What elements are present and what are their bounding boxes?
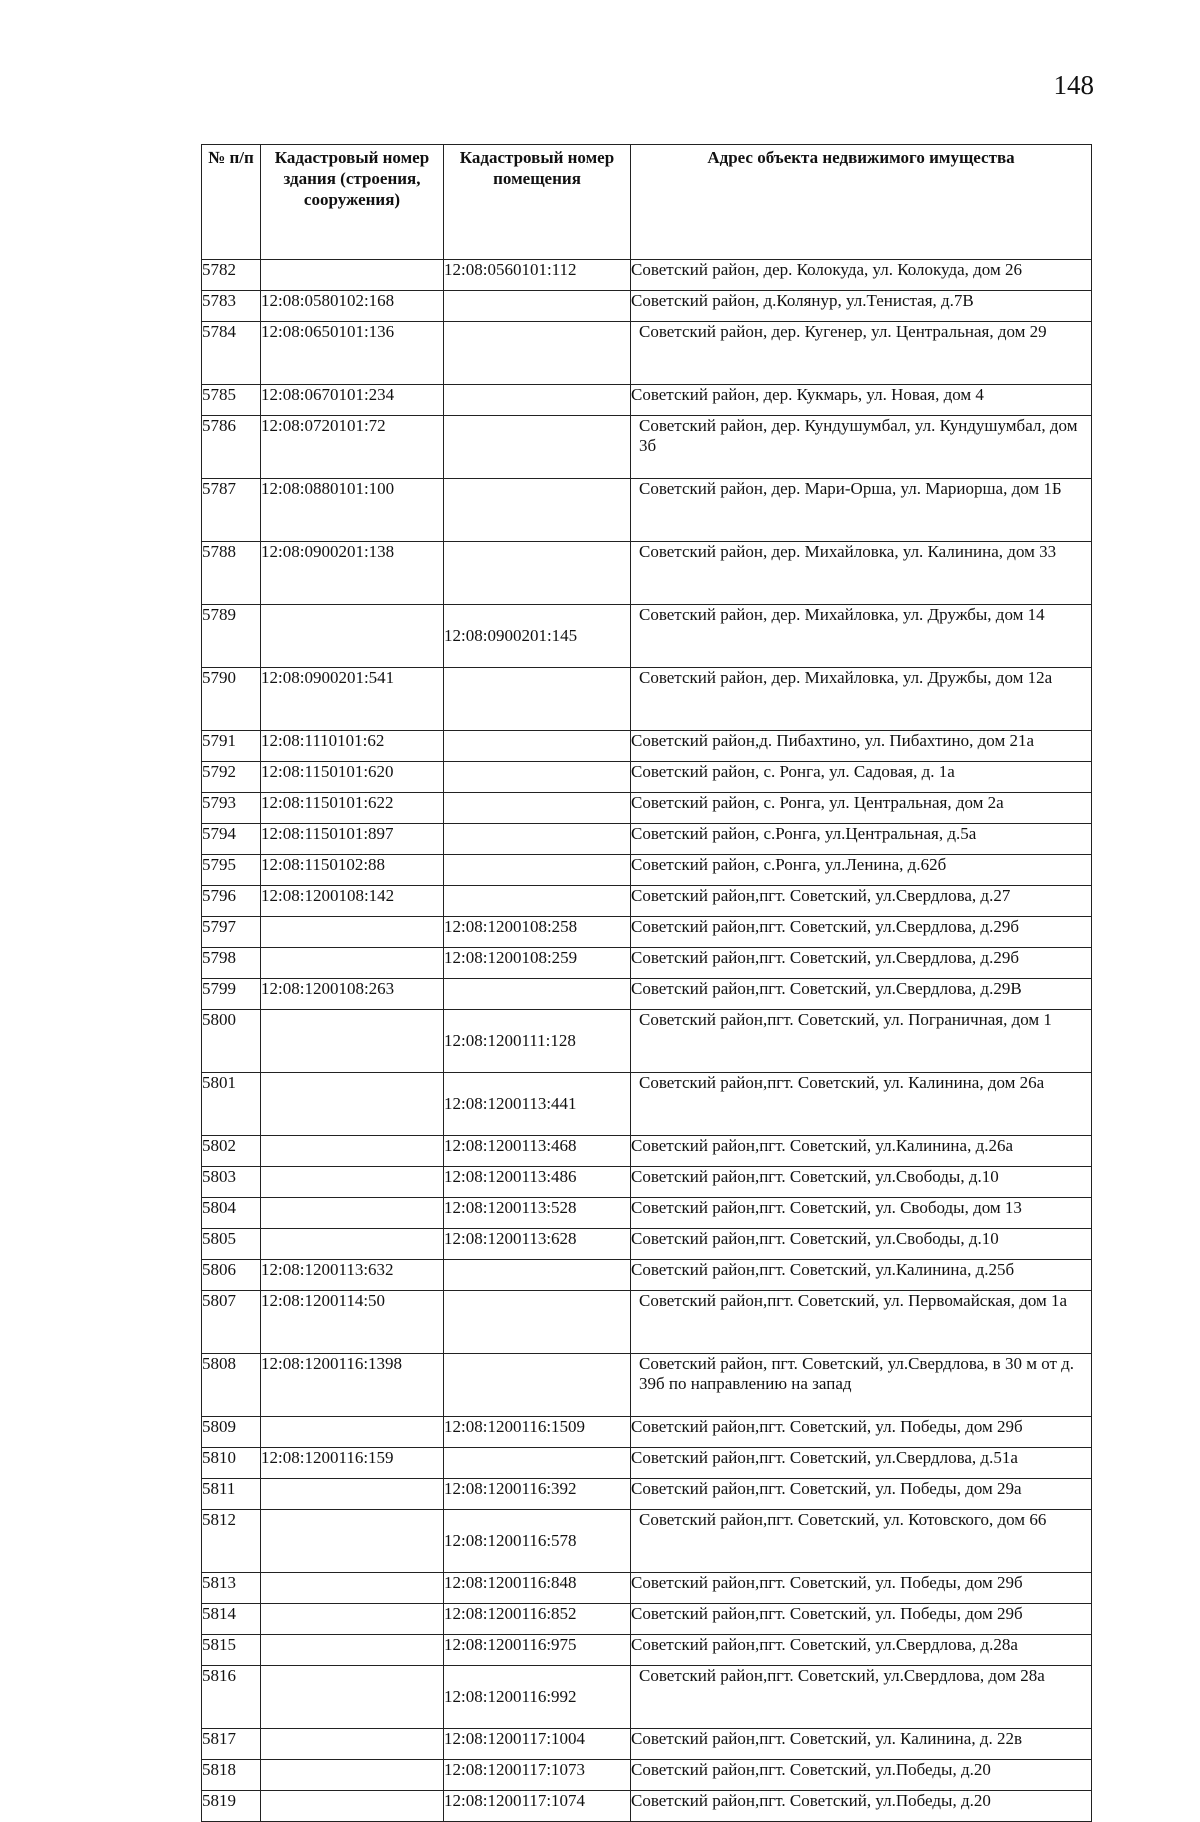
property-address: Советский район,пгт. Советский, ул.Свердлова, дом 28а bbox=[631, 1666, 1092, 1729]
table-row bbox=[202, 1354, 1092, 1417]
table-row bbox=[202, 291, 1092, 322]
property-address: Советский район, дер. Михайловка, ул. Дружбы, дом 14 bbox=[631, 605, 1092, 668]
property-address: Советский район,пгт. Советский, ул. Свободы, дом 13 bbox=[631, 1198, 1092, 1229]
table-row bbox=[202, 479, 1092, 542]
premises-cadastral-number: 12:08:0560101:112 bbox=[444, 260, 631, 291]
property-address: Советский район, дер. Колокуда, ул. Колокуда, дом 26 bbox=[631, 260, 1092, 291]
premises-cadastral-number bbox=[444, 1260, 631, 1291]
table-row bbox=[202, 1291, 1092, 1354]
building-cadastral-number: 12:08:0720101:72 bbox=[261, 416, 444, 479]
premises-cadastral-number: 12:08:1200117:1004 bbox=[444, 1729, 631, 1760]
building-cadastral-number: 12:08:1150101:897 bbox=[261, 824, 444, 855]
premises-cadastral-number bbox=[444, 291, 631, 322]
table-row bbox=[202, 917, 1092, 948]
property-address: Советский район,пгт. Советский, ул.Свердлова, д.28а bbox=[631, 1635, 1092, 1666]
row-number: 5801 bbox=[202, 1073, 261, 1136]
premises-cadastral-number: 12:08:1200113:441 bbox=[444, 1073, 631, 1136]
property-address: Советский район,пгт. Советский, ул.Свердлова, д.29б bbox=[631, 917, 1092, 948]
table-row bbox=[202, 1573, 1092, 1604]
premises-cadastral-number: 12:08:1200116:1509 bbox=[444, 1417, 631, 1448]
property-registry-table bbox=[201, 144, 1092, 1822]
building-cadastral-number bbox=[261, 948, 444, 979]
property-address: Советский район, дер. Кундушумбал, ул. Кундушумбал, дом 3б bbox=[631, 416, 1092, 479]
premises-cadastral-number: 12:08:1200117:1073 bbox=[444, 1760, 631, 1791]
row-number: 5788 bbox=[202, 542, 261, 605]
row-number: 5787 bbox=[202, 479, 261, 542]
row-number: 5817 bbox=[202, 1729, 261, 1760]
table-row bbox=[202, 1260, 1092, 1291]
premises-cadastral-number bbox=[444, 1291, 631, 1354]
premises-cadastral-number bbox=[444, 979, 631, 1010]
table-row bbox=[202, 762, 1092, 793]
building-cadastral-number bbox=[261, 1666, 444, 1729]
table-row bbox=[202, 979, 1092, 1010]
property-address: Советский район,пгт. Советский, ул.Свердлова, д.29В bbox=[631, 979, 1092, 1010]
row-number: 5800 bbox=[202, 1010, 261, 1073]
row-number: 5790 bbox=[202, 668, 261, 731]
building-cadastral-number bbox=[261, 1791, 444, 1822]
property-address: Советский район, дер. Кукмарь, ул. Новая, дом 4 bbox=[631, 385, 1092, 416]
premises-cadastral-number: 12:08:1200116:578 bbox=[444, 1510, 631, 1573]
row-number: 5794 bbox=[202, 824, 261, 855]
row-number: 5797 bbox=[202, 917, 261, 948]
table-row bbox=[202, 668, 1092, 731]
property-address: Советский район,пгт. Советский, ул.Победы, д.20 bbox=[631, 1760, 1092, 1791]
property-address: Советский район, дер. Кугенер, ул. Центральная, дом 29 bbox=[631, 322, 1092, 385]
premises-cadastral-number: 12:08:1200116:852 bbox=[444, 1604, 631, 1635]
table-row bbox=[202, 1604, 1092, 1635]
page-number: 148 bbox=[1053, 70, 1094, 100]
table-row bbox=[202, 948, 1092, 979]
property-address: Советский район, с. Ронга, ул. Центральная, дом 2а bbox=[631, 793, 1092, 824]
row-number: 5813 bbox=[202, 1573, 261, 1604]
premises-cadastral-number bbox=[444, 886, 631, 917]
property-address: Советский район, пгт. Советский, ул.Свердлова, в 30 м от д. 39б по направлению на запад bbox=[631, 1354, 1092, 1417]
row-number: 5810 bbox=[202, 1448, 261, 1479]
property-address: Советский район,пгт. Советский, ул.Свободы, д.10 bbox=[631, 1229, 1092, 1260]
row-number: 5799 bbox=[202, 979, 261, 1010]
building-cadastral-number bbox=[261, 1136, 444, 1167]
building-cadastral-number bbox=[261, 1760, 444, 1791]
premises-cadastral-number: 12:08:1200113:628 bbox=[444, 1229, 631, 1260]
premises-cadastral-number bbox=[444, 416, 631, 479]
building-cadastral-number: 12:08:0880101:100 bbox=[261, 479, 444, 542]
table-row bbox=[202, 1791, 1092, 1822]
table-row bbox=[202, 1073, 1092, 1136]
building-cadastral-number bbox=[261, 1729, 444, 1760]
row-number: 5782 bbox=[202, 260, 261, 291]
building-cadastral-number: 12:08:1150101:620 bbox=[261, 762, 444, 793]
building-cadastral-number: 12:08:1200116:159 bbox=[261, 1448, 444, 1479]
building-cadastral-number: 12:08:0650101:136 bbox=[261, 322, 444, 385]
header-address: Адрес объекта недвижимого имущества bbox=[631, 145, 1092, 260]
premises-cadastral-number bbox=[444, 668, 631, 731]
table-row bbox=[202, 1136, 1092, 1167]
premises-cadastral-number: 12:08:1200108:258 bbox=[444, 917, 631, 948]
building-cadastral-number bbox=[261, 260, 444, 291]
building-cadastral-number: 12:08:1200108:142 bbox=[261, 886, 444, 917]
building-cadastral-number bbox=[261, 1604, 444, 1635]
premises-cadastral-number: 12:08:1200117:1074 bbox=[444, 1791, 631, 1822]
building-cadastral-number bbox=[261, 1479, 444, 1510]
row-number: 5805 bbox=[202, 1229, 261, 1260]
row-number: 5804 bbox=[202, 1198, 261, 1229]
table-row bbox=[202, 416, 1092, 479]
premises-cadastral-number: 12:08:1200108:259 bbox=[444, 948, 631, 979]
building-cadastral-number: 12:08:1200108:263 bbox=[261, 979, 444, 1010]
building-cadastral-number: 12:08:0580102:168 bbox=[261, 291, 444, 322]
property-address: Советский район,пгт. Советский, ул. Калинина, д. 22в bbox=[631, 1729, 1092, 1760]
building-cadastral-number: 12:08:1150102:88 bbox=[261, 855, 444, 886]
row-number: 5796 bbox=[202, 886, 261, 917]
property-address: Советский район, с. Ронга, ул. Садовая, д. 1а bbox=[631, 762, 1092, 793]
premises-cadastral-number bbox=[444, 855, 631, 886]
building-cadastral-number: 12:08:1200113:632 bbox=[261, 1260, 444, 1291]
table-row bbox=[202, 385, 1092, 416]
header-building-cadastral: Кадастровый номер здания (строения, сооружения) bbox=[261, 145, 444, 260]
row-number: 5819 bbox=[202, 1791, 261, 1822]
table-row bbox=[202, 1729, 1092, 1760]
premises-cadastral-number: 12:08:1200113:528 bbox=[444, 1198, 631, 1229]
table-header bbox=[202, 145, 1092, 260]
premises-cadastral-number: 12:08:0900201:145 bbox=[444, 605, 631, 668]
property-address: Советский район,д. Пибахтино, ул. Пибахтино, дом 21а bbox=[631, 731, 1092, 762]
row-number: 5803 bbox=[202, 1167, 261, 1198]
table-row bbox=[202, 605, 1092, 668]
row-number: 5784 bbox=[202, 322, 261, 385]
building-cadastral-number bbox=[261, 1010, 444, 1073]
table-row bbox=[202, 1760, 1092, 1791]
row-number: 5807 bbox=[202, 1291, 261, 1354]
premises-cadastral-number: 12:08:1200116:992 bbox=[444, 1666, 631, 1729]
property-address: Советский район, с.Ронга, ул.Центральная, д.5а bbox=[631, 824, 1092, 855]
table-row bbox=[202, 1635, 1092, 1666]
row-number: 5795 bbox=[202, 855, 261, 886]
property-address: Советский район, дер. Михайловка, ул. Дружбы, дом 12а bbox=[631, 668, 1092, 731]
building-cadastral-number: 12:08:1200116:1398 bbox=[261, 1354, 444, 1417]
premises-cadastral-number bbox=[444, 731, 631, 762]
premises-cadastral-number bbox=[444, 1354, 631, 1417]
table-row bbox=[202, 824, 1092, 855]
row-number: 5783 bbox=[202, 291, 261, 322]
row-number: 5789 bbox=[202, 605, 261, 668]
table-row bbox=[202, 1666, 1092, 1729]
building-cadastral-number bbox=[261, 1229, 444, 1260]
property-address: Советский район,пгт. Советский, ул. Победы, дом 29б bbox=[631, 1417, 1092, 1448]
building-cadastral-number bbox=[261, 1417, 444, 1448]
property-address: Советский район, с.Ронга, ул.Ленина, д.62б bbox=[631, 855, 1092, 886]
building-cadastral-number: 12:08:1200114:50 bbox=[261, 1291, 444, 1354]
table-row bbox=[202, 542, 1092, 605]
row-number: 5808 bbox=[202, 1354, 261, 1417]
row-number: 5815 bbox=[202, 1635, 261, 1666]
row-number: 5816 bbox=[202, 1666, 261, 1729]
table-row bbox=[202, 731, 1092, 762]
premises-cadastral-number bbox=[444, 479, 631, 542]
row-number: 5802 bbox=[202, 1136, 261, 1167]
building-cadastral-number: 12:08:0900201:541 bbox=[261, 668, 444, 731]
building-cadastral-number bbox=[261, 1635, 444, 1666]
premises-cadastral-number: 12:08:1200113:486 bbox=[444, 1167, 631, 1198]
table-row bbox=[202, 886, 1092, 917]
property-address: Советский район,пгт. Советский, ул.Свердлова, д.27 bbox=[631, 886, 1092, 917]
building-cadastral-number bbox=[261, 1573, 444, 1604]
table-row bbox=[202, 1448, 1092, 1479]
row-number: 5792 bbox=[202, 762, 261, 793]
building-cadastral-number bbox=[261, 1167, 444, 1198]
header-premises-cadastral: Кадастровый номер помещения bbox=[444, 145, 631, 260]
property-address: Советский район,пгт. Советский, ул. Котовского, дом 66 bbox=[631, 1510, 1092, 1573]
row-number: 5814 bbox=[202, 1604, 261, 1635]
property-address: Советский район,пгт. Советский, ул. Победы, дом 29а bbox=[631, 1479, 1092, 1510]
property-address: Советский район,пгт. Советский, ул.Победы, д.20 bbox=[631, 1791, 1092, 1822]
building-cadastral-number: 12:08:1110101:62 bbox=[261, 731, 444, 762]
building-cadastral-number: 12:08:0900201:138 bbox=[261, 542, 444, 605]
building-cadastral-number: 12:08:0670101:234 bbox=[261, 385, 444, 416]
premises-cadastral-number bbox=[444, 793, 631, 824]
premises-cadastral-number bbox=[444, 385, 631, 416]
row-number: 5785 bbox=[202, 385, 261, 416]
building-cadastral-number: 12:08:1150101:622 bbox=[261, 793, 444, 824]
row-number: 5806 bbox=[202, 1260, 261, 1291]
premises-cadastral-number: 12:08:1200113:468 bbox=[444, 1136, 631, 1167]
property-address: Советский район,пгт. Советский, ул. Первомайская, дом 1а bbox=[631, 1291, 1092, 1354]
table-row bbox=[202, 322, 1092, 385]
premises-cadastral-number bbox=[444, 824, 631, 855]
premises-cadastral-number: 12:08:1200111:128 bbox=[444, 1010, 631, 1073]
row-number: 5812 bbox=[202, 1510, 261, 1573]
row-number: 5809 bbox=[202, 1417, 261, 1448]
table-row bbox=[202, 855, 1092, 886]
premises-cadastral-number bbox=[444, 322, 631, 385]
property-address: Советский район,пгт. Советский, ул.Калинина, д.25б bbox=[631, 1260, 1092, 1291]
property-address: Советский район, дер. Мари-Орша, ул. Мариорша, дом 1Б bbox=[631, 479, 1092, 542]
property-address: Советский район,пгт. Советский, ул. Калинина, дом 26а bbox=[631, 1073, 1092, 1136]
building-cadastral-number bbox=[261, 1073, 444, 1136]
property-address: Советский район,пгт. Советский, ул. Победы, дом 29б bbox=[631, 1573, 1092, 1604]
table-row bbox=[202, 793, 1092, 824]
table-row bbox=[202, 1167, 1092, 1198]
premises-cadastral-number bbox=[444, 542, 631, 605]
property-address: Советский район,пгт. Советский, ул.Свердлова, д.29б bbox=[631, 948, 1092, 979]
property-address: Советский район,пгт. Советский, ул. Победы, дом 29б bbox=[631, 1604, 1092, 1635]
row-number: 5811 bbox=[202, 1479, 261, 1510]
premises-cadastral-number bbox=[444, 762, 631, 793]
table-row bbox=[202, 1479, 1092, 1510]
premises-cadastral-number bbox=[444, 1448, 631, 1479]
table-row bbox=[202, 260, 1092, 291]
building-cadastral-number bbox=[261, 1510, 444, 1573]
table-row bbox=[202, 1010, 1092, 1073]
premises-cadastral-number: 12:08:1200116:392 bbox=[444, 1479, 631, 1510]
building-cadastral-number bbox=[261, 605, 444, 668]
row-number: 5793 bbox=[202, 793, 261, 824]
premises-cadastral-number: 12:08:1200116:975 bbox=[444, 1635, 631, 1666]
property-address: Советский район,пгт. Советский, ул.Свердлова, д.51а bbox=[631, 1448, 1092, 1479]
row-number: 5798 bbox=[202, 948, 261, 979]
table-row bbox=[202, 1229, 1092, 1260]
table-row bbox=[202, 1417, 1092, 1448]
property-address: Советский район,пгт. Советский, ул.Свободы, д.10 bbox=[631, 1167, 1092, 1198]
premises-cadastral-number: 12:08:1200116:848 bbox=[444, 1573, 631, 1604]
row-number: 5791 bbox=[202, 731, 261, 762]
property-address: Советский район, дер. Михайловка, ул. Калинина, дом 33 bbox=[631, 542, 1092, 605]
building-cadastral-number bbox=[261, 1198, 444, 1229]
header-number: № п/п bbox=[202, 145, 261, 260]
table-row bbox=[202, 1510, 1092, 1573]
row-number: 5786 bbox=[202, 416, 261, 479]
property-address: Советский район,пгт. Советский, ул.Калинина, д.26а bbox=[631, 1136, 1092, 1167]
row-number: 5818 bbox=[202, 1760, 261, 1791]
property-address: Советский район,пгт. Советский, ул. Пограничная, дом 1 bbox=[631, 1010, 1092, 1073]
table-row bbox=[202, 1198, 1092, 1229]
building-cadastral-number bbox=[261, 917, 444, 948]
property-address: Советский район, д.Колянур, ул.Тенистая, д.7В bbox=[631, 291, 1092, 322]
table-body bbox=[202, 260, 1092, 1822]
